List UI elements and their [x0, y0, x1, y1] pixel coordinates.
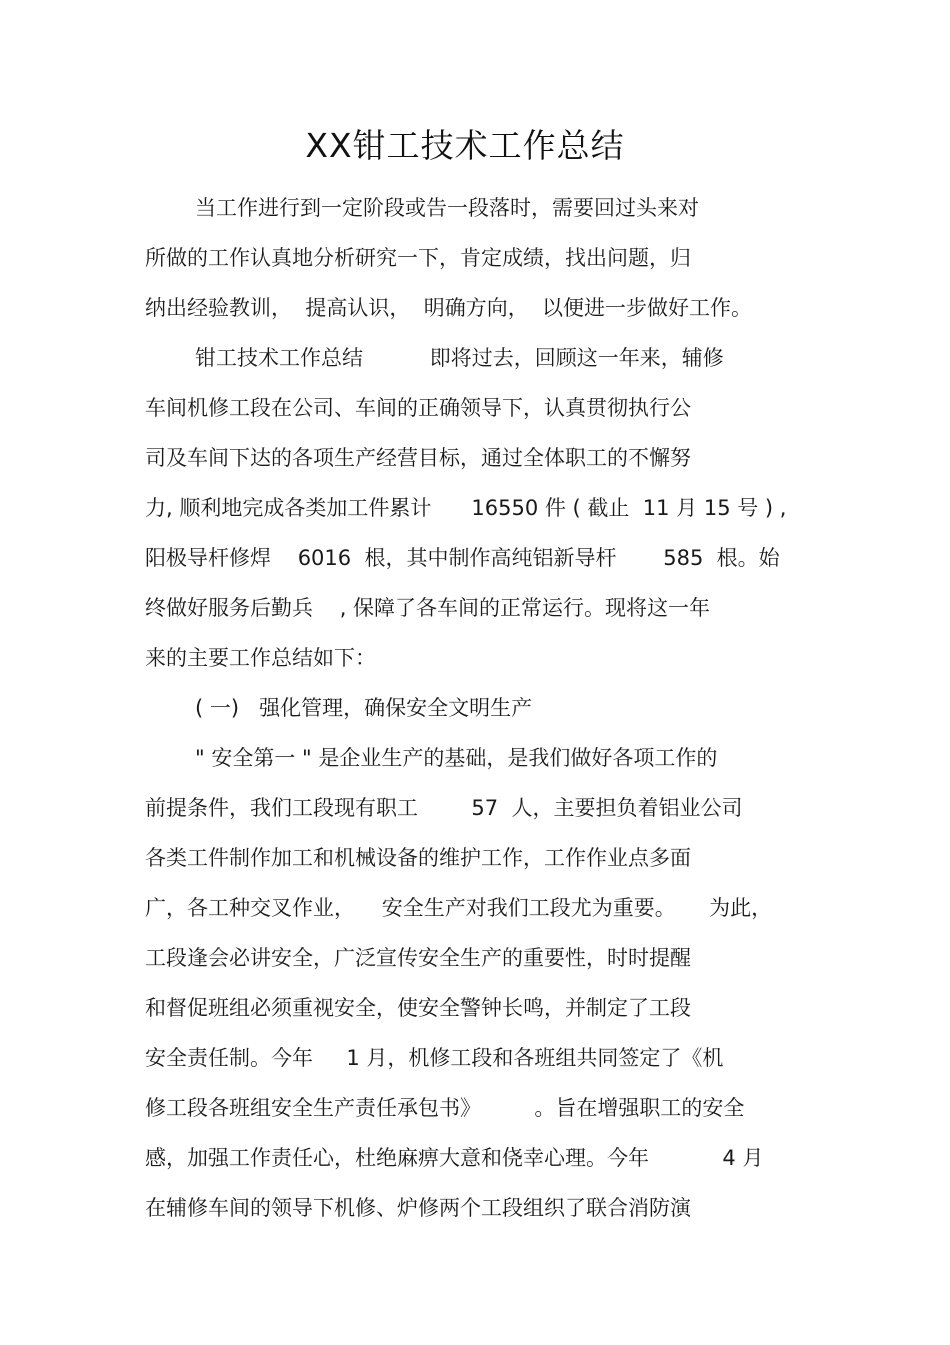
paragraph-line: 各类工件制作加工和机械设备的维护工作，工作作业点多面 [145, 846, 691, 870]
paragraph-line: 车间机修工段在公司、车间的正确领导下，认真贯彻执行公 [145, 396, 691, 420]
paragraph-line: 修工段各班组安全生产责任承包书》 。旨在增强职工的安全 [145, 1096, 745, 1120]
paragraph-line: 前提条件，我们工段现有职工 57 人，主要担负着铝业公司 [145, 796, 743, 820]
paragraph-line: 和督促班组必须重视安全，使安全警钟长鸣，并制定了工段 [145, 996, 691, 1020]
document-title: XX钳工技术工作总结 [305, 126, 625, 165]
paragraph-line: 广，各工种交叉作业， 安全生产对我们工段尤为重要。 为此， [145, 896, 773, 920]
paragraph-line: 安全责任制。今年 1 月，机修工段和各班组共同签定了《机 [145, 1046, 724, 1070]
paragraph-line: 钳工技术工作总结 即将过去，回顾这一年来，辅修 [195, 346, 724, 370]
paragraph-line: 纳出经验教训， 提高认识， 明确方向， 以便进一步做好工作。 [145, 296, 753, 320]
paragraph-line: 感，加强工作责任心，杜绝麻痹大意和侥幸心理。今年 4 月 [145, 1146, 764, 1170]
paragraph-line: 终做好服务后勤兵 , 保障了各车间的正常运行。现将这一年 [145, 596, 711, 620]
paragraph-line: 在辅修车间的领导下机修、炉修两个工段组织了联合消防演 [145, 1196, 691, 1220]
paragraph-line: 当工作进行到一定阶段或告一段落时，需要回过头来对 [195, 196, 699, 220]
paragraph-line: 阳极导杆修焊 6016 根，其中制作高纯铝新导杆 585 根。始 [145, 546, 780, 570]
paragraph-line: 司及车间下达的各项生产经营目标，通过全体职工的不懈努 [145, 446, 691, 470]
paragraph-line: " 安全第一 " 是企业生产的基础，是我们做好各项工作的 [195, 746, 718, 770]
section-heading: ( 一) 强化管理，确保安全文明生产 [195, 696, 533, 720]
paragraph-line: 工段逢会必讲安全，广泛宣传安全生产的重要性，时时提醒 [145, 946, 691, 970]
paragraph-line: 力, 顺利地完成各类加工件累计 16550 件 ( 截止 11 月 15 号 ) , [145, 496, 787, 520]
paragraph-line: 来的主要工作总结如下： [145, 646, 376, 670]
paragraph-line: 所做的工作认真地分析研究一下，肯定成绩，找出问题，归 [145, 246, 691, 270]
